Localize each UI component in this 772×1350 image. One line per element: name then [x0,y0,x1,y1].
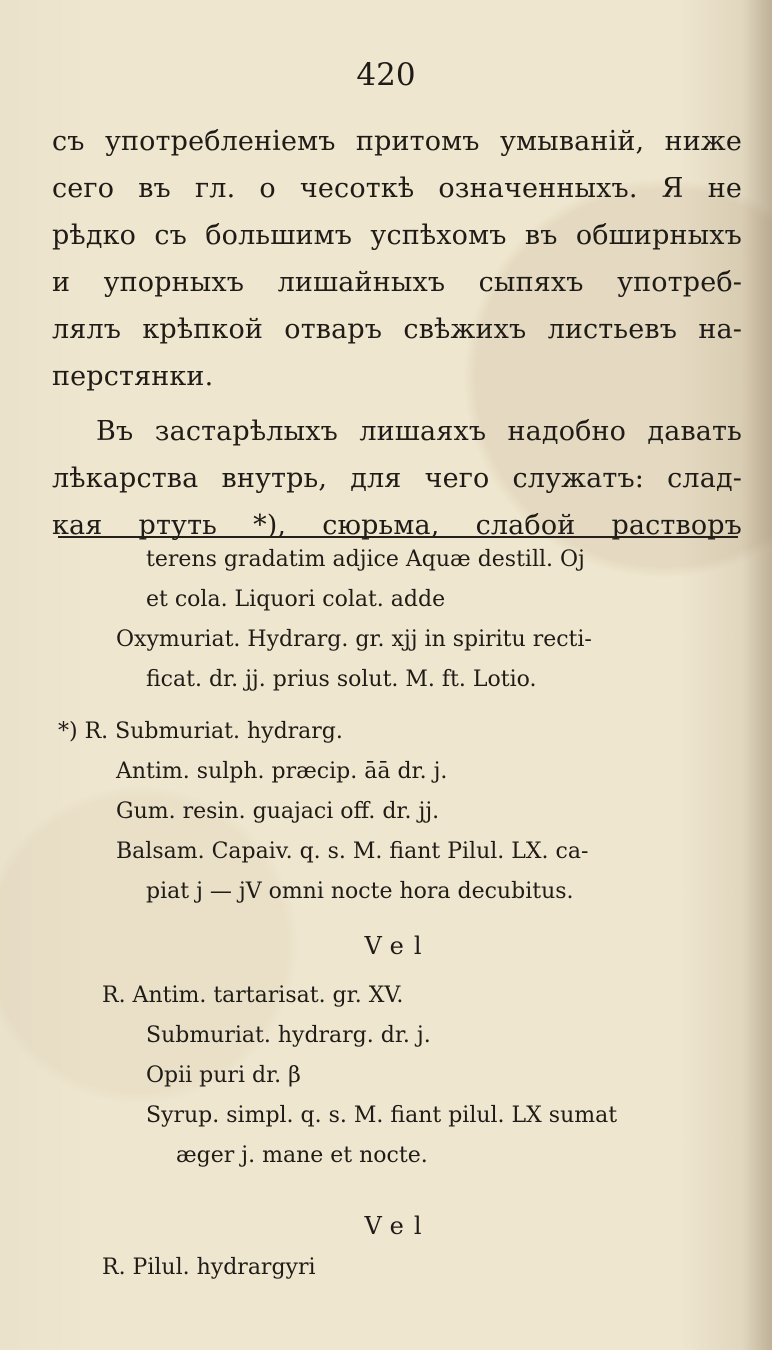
footnote-line: ficat. dr. jj. prius solut. M. ft. Lotio. [146,667,537,692]
page-number: 420 [356,57,416,93]
main-text-line: Въ застарѣлыхъ лишаяхъ надобно давать [96,416,742,447]
main-text-line: лялъ крѣпкой отваръ свѣжихъ листьевъ на- [52,314,742,345]
footnote-line: Syrup. simpl. q. s. M. fiant pilul. LX sumat [146,1103,618,1128]
vel-heading: Vel [364,932,432,960]
footnote-line: Submuriat. hydrarg. dr. j. [146,1023,431,1048]
footnote-line: R. Pilul. hydrargyri [102,1255,316,1280]
main-text-line: перстянки. [52,361,214,392]
footnote-line: Antim. sulph. præcip. āā dr. j. [116,759,448,784]
footnote-line: Gum. resin. guajaci off. dr. jj. [116,799,440,824]
footnote-rule [58,536,738,538]
footnote-line: *) R. Submuriat. hydrarg. [58,719,343,744]
main-text-line: сего въ гл. о чесоткѣ означенныхъ. Я не [52,173,742,204]
footnote-line: Oxymuriat. Hydrarg. gr. xjj in spiritu recti- [116,627,592,652]
footnote-line: æger j. mane et nocte. [176,1143,428,1168]
footnote-line: Balsam. Capaiv. q. s. M. fiant Pilul. LX. ca- [116,839,589,864]
main-text-line: лѣкарства внутрь, для чего служатъ: слад- [52,463,742,494]
footnote-line: Opii puri dr. β [146,1063,301,1088]
footnote-line: terens gradatim adjice Aquæ destill. Oj [146,547,585,572]
vel-heading: Vel [364,1212,432,1240]
main-text-block [52,118,742,549]
footnote-line: et cola. Liquori colat. adde [146,587,446,612]
main-text-line: съ употребленіемъ притомъ умываній, ниже [52,126,742,157]
main-text-line: и упорныхъ лишайныхъ сыпяхъ употреб- [52,267,742,298]
main-text-line: кая ртуть *), сюрьма, слабой растворъ [52,510,742,541]
main-text-line: рѣдко съ большимъ успѣхомъ въ обширныхъ [52,220,742,251]
footnote-line: R. Antim. tartarisat. gr. XV. [102,983,404,1008]
footnote-line: piat j — jV omni nocte hora decubitus. [146,879,574,904]
